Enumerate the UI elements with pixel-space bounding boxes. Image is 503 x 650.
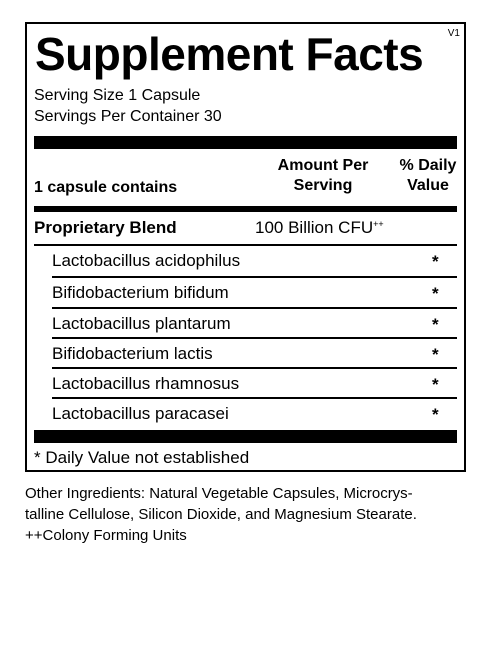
column-header-amount-line2: Serving	[293, 177, 353, 194]
ingredient-name: Lactobacillus paracasei	[52, 404, 229, 423]
column-header-daily-value	[393, 156, 463, 196]
other-ingredients-line1: Other Ingredients: Natural Vegetable Capsules, Microcrys-	[25, 485, 413, 502]
ingredient-name: Lactobacillus acidophilus	[52, 251, 241, 270]
ingredient-row	[52, 278, 457, 308]
ingredient-daily-value: *	[432, 375, 439, 394]
ingredient-daily-value: *	[432, 284, 439, 303]
ingredient-daily-value: *	[432, 345, 439, 364]
ingredient-daily-value: *	[432, 252, 439, 271]
ingredient-name: Bifidobacterium lactis	[52, 344, 213, 363]
serving-size: Serving Size 1 Capsule	[34, 87, 201, 104]
colony-forming-units-note: ++Colony Forming Units	[25, 527, 187, 544]
blend-amount-value: 100 Billion CFU	[255, 218, 374, 237]
blend-amount-superscript: ++	[373, 219, 384, 229]
ingredient-daily-value: *	[432, 405, 439, 424]
ingredient-row	[52, 399, 457, 429]
ingredient-row	[52, 246, 457, 276]
supplement-facts-panel	[25, 22, 466, 472]
medium-divider	[34, 206, 457, 212]
ingredient-daily-value: *	[432, 315, 439, 334]
ingredient-row	[52, 339, 457, 369]
ingredient-row	[52, 309, 457, 339]
ingredient-name: Lactobacillus plantarum	[52, 314, 231, 333]
proprietary-blend-name: Proprietary Blend	[34, 218, 177, 237]
column-header-amount-line1: Amount Per	[277, 157, 369, 174]
other-ingredients-line2: talline Cellulose, Silicon Dioxide, and Magnesium Stearate.	[25, 506, 417, 523]
proprietary-blend-amount	[255, 218, 384, 238]
thick-divider-top	[34, 136, 457, 149]
column-header-dv-line1: % Daily	[399, 157, 457, 174]
panel-title: Supplement Facts	[35, 28, 424, 80]
ingredient-name: Lactobacillus rhamnosus	[52, 374, 240, 393]
ingredient-name: Bifidobacterium bifidum	[52, 283, 229, 302]
ingredient-row	[52, 369, 457, 399]
version-code: V1	[447, 28, 460, 39]
column-header-dv-line2: Value	[407, 177, 449, 194]
thick-divider-bottom	[34, 430, 457, 443]
servings-per-container: Servings Per Container 30	[34, 108, 222, 125]
column-header-contains: 1 capsule contains	[34, 179, 178, 196]
daily-value-footnote: * Daily Value not established	[34, 448, 250, 467]
column-header-amount	[263, 156, 383, 196]
other-ingredients	[25, 483, 485, 546]
